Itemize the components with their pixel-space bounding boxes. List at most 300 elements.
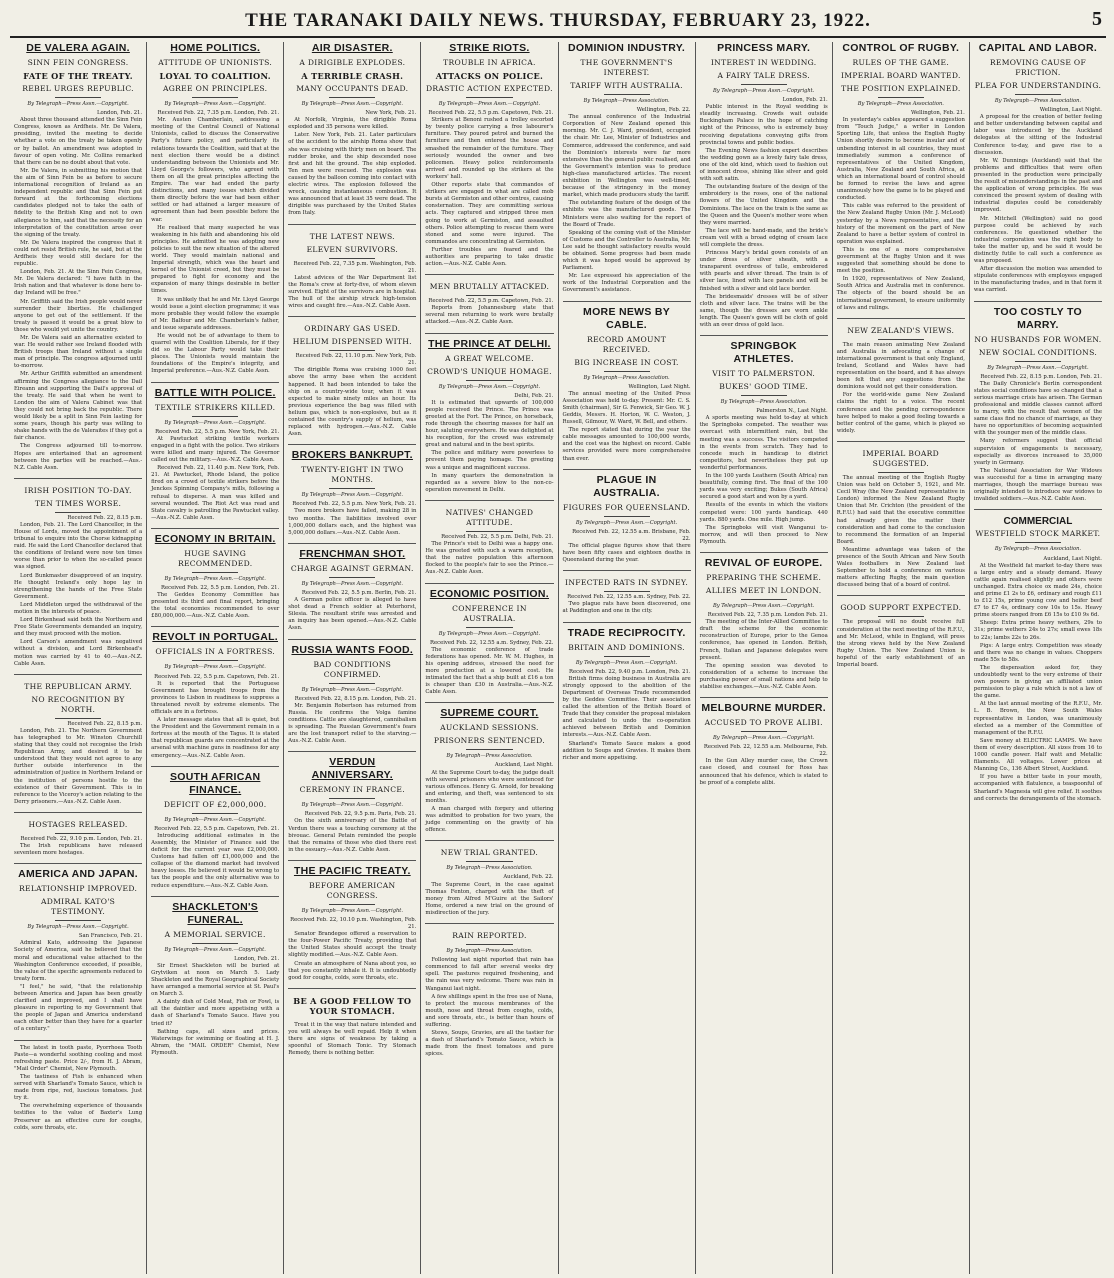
paragraph: Later. New York, Feb. 21. Later particulars of the accident to the airship Roma show that she was cruising with thirty men on board. The rudder broke, and the ship descended nose first and hit the ground. The ship exploded. Ten men were rescued. The explosion was caused by the balloon coming into contact with electric wires. The explosion followed the wreck, causing instantaneous combustion. It was announced that at least 35 were dead. The dirigible was purchased by the United States from Italy. [288,132,417,217]
subheading: BUKES' GOOD TIME. [719,382,809,392]
byline: By Telegraph—Press Association. [720,399,807,406]
subheading: NEW TRIAL GRANTED. [440,848,539,858]
byline: By Telegraph—Press Association. [446,948,533,955]
subheading: RELATIONSHIP IMPROVED. [18,884,138,894]
dateline: Delhi, Feb. 21. [514,392,554,399]
article [563,622,691,762]
section-heading: COMMERCIAL [1003,516,1073,528]
subheading: THE REPUBLICAN ARMY. [24,681,132,691]
dateline: Received Feb. 22, 8.15 p.m. [67,514,143,521]
paragraph: Latest advices of the War Department list the Roma's crew at forty-five, of whom eleven survived. Eight of the survivors are in hospital. The hull of the airship struck high-tension wires and caught fire.—Aus.-N.Z. Cable Assn. [288,274,417,310]
article-body [974,381,1102,504]
divider-rule [329,683,375,684]
divider-rule [466,97,512,98]
paragraph: Sharland's Tomato Sauce makes a good addition to Soups and Gravies. It makes them richer and more appetising. [562,740,691,761]
paragraph: Further troubles are feared and the authorities are preparing to take drastic action.—Aus.-N.Z. Cable Assn. [425,246,554,268]
article-body [14,522,142,668]
subheading: GOOD SUPPORT EXPECTED. [840,603,962,613]
headline: ECONOMIC POSITION. [429,587,550,600]
article [425,500,553,577]
paragraph: At the last annual meeting of the R.F.U., Mr. L. B. Brown, the New South Wales representative in London, was unanimously elected as a member of the Committee of management of the R.F.U. [973,701,1102,736]
article-body [700,619,828,691]
paragraph: The dispensation asked for, they undoubtedly went to the very extreme of their own powers in giving an affiliated union permission to play a rule which is not a law of the game. [973,664,1102,700]
article-body [563,114,691,294]
paragraph: It is reported that the Portuguese Government has brought troops from the provinces to Lisbon in readiness to suppress a threatened revolt by extreme elements. The officials are in a fortress. [151,680,280,715]
article-body [700,104,828,329]
paragraph: Princess Mary's bridal gown consists of an under dress of silver sheath, with a transparent overdress of tulle, embroidered with pearls and silver thread. The train is of silver lace, lined with lace panels and will be finished with a silver and old lace border. [699,250,828,292]
dateline: Received Feb. 22, 8.15 p.m. London, Feb. 21. [980,373,1102,380]
byline: By Telegraph—Press Assn.—Copyright. [713,88,815,94]
paragraph: The opening session was devoted to consideration of a scheme to increase the purchasing power of small nations and help to stabilise exchanges.—Aus.-N.Z. Cable Assn. [699,662,828,690]
article-body [288,275,416,310]
divider-rule [741,395,787,396]
paragraph: The police and military were powerless to prevent them paying homage. The greeting was a unique and magnificent success. [425,450,554,471]
headline: PLAGUE IN AUSTRALIA. [593,473,660,499]
divider-rule [466,380,512,381]
subheading: BRITAIN AND DOMINIONS. [568,642,685,652]
paragraph: This cable was referred to the president of the New Zealand Rugby Union (Mr. J. McLeod) yesterday by a News representative, and the history of the movement on the part of New Zealand to have a better system of control in operation was explained. [836,203,965,245]
dateline: Received Feb. 22, 12.55 a.m. Sydney, Feb. 22. [429,639,554,646]
byline: By Telegraph—Press Assn.—Copyright. [987,364,1089,371]
divider-rule [466,944,512,945]
article [837,595,965,669]
subheading: A GREAT WELCOME. [445,353,534,363]
subheading: WESTFIELD STOCK MARKET. [975,529,1101,539]
headline: RUSSIA WANTS FOOD. [291,643,414,656]
subheading: PREPARING THE SCHEME. [706,572,822,582]
paragraph: "I feel," he said, "that the relationship between America and Japan has been greatly clarified and improved, and I shall have pleasure in reporting to my Government that the people of Japan and America understand each other better than they have for a quarter of a century." [14,983,143,1033]
dateline: Received Feb. 22, 8.15 p.m. [67,720,143,727]
subheading: BIG INCREASE IN COST. [574,357,679,367]
paragraph: Mr. Austen Chamberlain, addressing a meeting of the Central Council of National Unionists, called to discuss the Conservative Party's future policy, and particularly its relations towards the Coalition, said that at the next election there would be a distinct understanding between the Unionists and Mr. Lloyd George's followers, who agreed with them on all the great principles affecting the Empire. The war had ended the party distinctions, and many issues which divided them directly before the war had been either settled or had attained a larger measure of agreement than had been possible before the war. [151,117,280,223]
dateline: Received Feb. 22, 9.5 p.m. Paris, Feb. 21. [304,811,417,818]
subheading: A FAIRY TALE DRESS. [717,71,810,80]
paragraph: The latest in tooth paste, Pyorrhoea Tooth Paste—a wonderful soothing cooling and most refreshing paste. Price 2/-, from H. J. Abram, "Mail Order" Chemist, New Plymouth. [14,1044,143,1072]
article-body [14,940,142,1033]
paragraph: Create an atmosphere of Nana about you, so that you constantly inhale it. It is undoubtedly good for coughs, colds, sore throats, etc. [288,960,417,981]
article [425,923,553,1058]
subheading: TARIFF WITH AUSTRALIA. [570,81,683,90]
subheading: FATE OF THE TREATY. [23,71,133,81]
article [14,863,142,1033]
paragraph: London, Feb. 21. The Northern Government has telegraphed to Mr. Winston Churchill stating that they could not recognise the Irish Republican Army, and desired it to be understood that they would not agree to any further outside interference in the administration of justice in Northern Ireland or the institution of persons hostile to the existence of their Government. This is in reference to the Viceroy's action relating to the Derry prisoners.—Aus.-N.Z. Cable Assn. [14,727,143,805]
subheading: ADMIRAL KATO'S TESTIMONY. [40,897,116,917]
subheading: A TERRIBLE CRASH. [301,71,404,81]
paragraph: Admiral Kato, addressing the Japanese Society of America, said he believed that the moral and educational value attached to the Washington Conference exceeded, if possible, the value of the specific agreements reduced to treaty form. [14,940,143,982]
article [151,42,279,376]
byline: By Telegraph—Press Assn.—Copyright. [301,101,403,107]
subheading: MANY OCCUPANTS DEAD. [296,84,409,93]
article [151,528,279,621]
paragraph: The annual meeting of the United Press Association was held to-day. Present: Mr. C. S. Smith (chairman), Sir G. Fenwick, Sir Geo. W. J. Geddis, Messrs. H. Horton, W. C. Weston, J. Russell, Gilmour, W. Ward, W. Bell, and others. [562,390,691,426]
paragraph: A German police officer is alleged to have shot dead a French soldier at Peterhorst, Silesia. The resultant strife was arrested and an inquiry has been opened.—Aus.-N.Z. Cable Assn. [288,597,417,632]
column-3 [284,42,421,1274]
byline: By Telegraph—Press Assn.—Copyright. [27,924,129,931]
article [563,469,691,565]
dateline: Received Feb. 22, 5.5 p.m. London, Feb. 21. [160,584,280,591]
headline: SUPREME COURT. [440,707,539,720]
subheading: CROWD'S UNIQUE HOMAGE. [427,366,552,376]
headline: BROKERS BANKRUPT. [291,449,413,462]
subheading: IMPERIAL BOARD SUGGESTED. [862,448,940,468]
article-body [837,475,965,590]
article [288,639,416,746]
paragraph: A dainty dish of Cold Meat, Fish or Fowl, is all the daintier and more appetising with a dash of Sharland's Tomato Sauce. Have you tried it? [151,999,280,1027]
dateline: Received Feb. 22, 9.40 p.m. London, Feb. 21. [568,668,691,675]
article-body [425,541,553,576]
byline: By Telegraph—Press Assn.—Copyright. [164,419,266,426]
paragraph: Stews, Soups, Gravies, are all the tastier for a dash of Sharland's Tomato Sauce, which is made from the finest tomatoes and pure spices. [425,1030,554,1058]
subheading: HOSTAGES RELEASED. [28,819,128,829]
article [14,674,142,806]
subheading: SINN FEIN CONGRESS. [27,58,129,67]
paragraph: The Congress adjourned till to-morrow. Hopes are entertained that an agreement between the parties will be reached.—Aus.-N.Z. Cable Assn. [14,443,143,471]
masthead-title: THE TARANAKI DAILY NEWS. THURSDAY, FEBRUARY 23, 1922. [245,10,871,31]
dateline: Wellington, Feb. 21. [911,110,965,117]
divider-rule [1015,361,1061,362]
byline: By Telegraph—Press Assn.—Copyright. [438,383,541,390]
divider-rule [466,627,512,628]
byline: By Telegraph—Press Assn.—Copyright. [438,101,541,107]
subheading: INFECTED RATS IN SYDNEY. [565,578,689,588]
dateline: Received Feb. 22, 11.10 p.m. New York, Feb. 21. [295,353,417,367]
paragraph: Pigs: A large entry. Competition was steady and there was no change in values. Choppers made 55s to 58s. [973,642,1102,663]
headline: BATTLE WITH POLICE. [154,386,276,399]
paragraph: The meeting of the Inter-Allied Committee to draft the scheme for the economic reconstruction of Europe, prior to the Genoa conference, has opened in London. British, French, Italian and Japanese delegates were present. [699,619,828,661]
paragraph: The main reason animating New Zealand and Australia in advocating a change of international government is that only England, Ireland, Scotland and Wales have had representation on the board, and it has always been felt that any suggestions from the dominions would not get their consideration. [836,341,965,391]
subheading: IMPERIAL BOARD WANTED. [840,71,961,80]
paragraph: Sir Ernest Shackleton will be buried at Grytviken at noon on March 5. Lady Shackleton and the Royal Geographical Society have arranged a memorial service at St. Paul's on March 3. [151,962,280,998]
subheading: A MEMORIAL SERVICE. [164,929,266,939]
dateline: Received Feb. 22, 12.55 a.m. Melbourne, Feb. 22. [703,744,828,758]
divider-rule [192,660,238,661]
subheading: INTEREST IN WEDDING. [710,58,817,67]
divider-rule [604,656,650,657]
paragraph: London, Feb. 21. At the Sinn Fein Congress, Mr. De Valera declared: "I have faith in the Irish nation and that whatever is done here to-day Ireland will be free." [14,269,143,297]
dateline: New York, Feb. 21. [365,110,417,117]
paragraph: Many reformers suggest that official supervision of engagements is necessary, especially as divorces increased to 35,000 yearly in Germany. [973,438,1102,466]
article [151,896,279,1057]
dateline: London, Feb. 21. [96,110,143,117]
subheading: REBEL URGES REPUBLIC. [22,84,134,93]
byline: By Telegraph—Press Assn.—Copyright. [301,492,403,499]
dateline: Received Feb. 22, 5.5 p.m. Capetown, Feb. 21. [428,110,554,117]
article-body [425,882,553,917]
article-body [288,1022,416,1057]
divider-rule [1015,94,1061,95]
headline: MORE NEWS BY CABLE. [583,305,671,331]
divider-rule [878,339,924,340]
paragraph: The proposal will no doubt receive full consideration at the next meeting of the R.F.U., and Mr. McLeod, while in England, will press the strong views held by the New Zealand Rugby Union. The New Zealand Union is hopeful of the early establishment of an Imperial board. [836,619,965,668]
byline: By Telegraph—Press Assn.—Copyright. [164,101,266,107]
article-body [425,400,553,494]
subheading: CHARGE AGAINST GERMAN. [290,563,414,573]
paragraph: Results of the events in which the visitors competed were: 100 yards handicap. 440 yards. 880 yards. One mile. High jump. [699,502,828,523]
paragraph: The annual meeting of the English Rugby Union was held on October 5, 1921, and Mr. Cecil Wray (the New Zealand representative in London) informed the New Zealand Rugby Union that Mr. Crichton (the president of the R.F.U.) had said that the executive committee had already given the matter their consideration and had come to the conclusion to recommend the formation of an Imperial Board. [836,474,965,545]
headline: SPRINGBOK ATHLETES. [730,340,797,366]
subheading: VISIT TO PALMERSTON. [712,369,816,379]
headline: MELBOURNE MURDER. [701,702,827,715]
divider-rule [329,488,375,489]
paragraph: Mr. Lee expressed his appreciation of the work of the Industrial Corporation and the Government's assistance. [562,273,691,294]
article-body [425,117,553,268]
divider-rule [192,572,238,573]
masthead [10,6,1106,38]
subheading: PRISONERS SENTENCED. [433,736,545,746]
dateline: Received Feb. 22, 7.35 p.m. London Feb. 21. [707,612,828,619]
subheading: BE A GOOD FELLOW TO YOUR STOMACH. [293,995,412,1016]
article [14,478,142,668]
divider-rule [466,861,512,862]
paragraph: The Irish republicans have released seventeen more hostages. [14,842,143,857]
article-body [151,833,279,890]
article-body [425,305,553,326]
article-body [288,931,416,982]
headline: CONTROL OF RUGBY. [842,42,960,54]
paragraph: The outstanding feature of the design of the exhibits was the manufactured goods. The Ministers were also waiting for the report of the Board of Trade. [562,200,691,228]
dateline: Wellington, Feb. 22. [636,107,691,114]
paragraph: The official plague figures show that there have been fifty cases and eighteen deaths in Queensland during the year. [562,542,691,564]
divider-rule [192,416,238,417]
article-body [14,843,142,857]
article [425,702,553,834]
article-body [563,543,691,564]
dateline: Received Feb. 22, 12.55 a.m. Brisbane, Feb. 22. [572,528,691,542]
article-body [151,436,279,522]
subheading: OFFICIALS IN A FORTRESS. [155,647,276,657]
headline: AMERICA AND JAPAN. [18,868,139,881]
byline: By Telegraph—Press Assn.—Copyright. [575,659,678,666]
paragraph: Following last night reported that rain has commenced to fall after several weeks dry spell. The pastures required freshening, and the rain was very welcome. There was rain in Wanganui last night. [425,957,554,992]
divider-rule [329,350,375,351]
paragraph: Introducing additional estimates in the Assembly, the Minister of Finance said the deficit for the current year was £2,000,000. Customs had fallen off £1,000,000 and the collapse of the diamond market had involved heavy losses. He believed it would be wrong to tax the people and the only alternative was to reduce expenditure.—Aus.-N.Z. Cable Assn. [151,832,280,889]
byline: By Telegraph—Press Assn.—Copyright. [164,946,266,953]
paragraph: Reports from Johannesburg state that several men returning to work were brutally attacked.—Aus.-N.Z. Cable Assn. [425,305,554,326]
article [151,626,279,759]
paragraph: The Supreme Court, in the case against Thomas Fenton, charged with the theft of money from Alfred M'Guire at the Sailors' Home, ordered a new trial on the ground of misdirection of the jury. [425,881,554,916]
byline: By Telegraph—Press Assn.—Copyright. [301,802,403,809]
article [288,316,416,438]
paragraph: The economic conference of trade federations has opened. Mr. W. M. Hughes, in his opening address, stressed the need for more production at a lowered cost. He intimated the fact that a ship built at £16 a ton is cheaper than £30 in Australia.—Aus.-N.Z. Cable Assn. [425,646,554,696]
paragraph: Other reports state that commandos of strikers are engaged in what are called mob bursts at Germiston and other centres, causing consternation. They are committing serious acts. They captured and stripped three men going to work at Germiston, and assaulted others. Police attempting to rescue them were stoned and some were injured. The commandos are concentrating at Germiston. [425,182,554,245]
divider-rule [192,943,238,944]
subheading: PLEA FOR UNDERSTANDING. [974,81,1102,90]
article-body [563,391,691,463]
paragraph: The Springboks will visit Wanganui to-morrow, and will then proceed to New Plymouth. [699,524,828,545]
divider-rule [329,577,375,578]
article-body [700,415,828,546]
column-2 [147,42,284,1274]
article [837,42,965,312]
article-body [151,592,279,620]
divider-rule [878,616,924,617]
article-body [837,117,965,312]
subheading: DEFICIT OF £2,000,000. [163,799,267,809]
subheading: ALLIES MEET IN LONDON. [705,585,822,595]
paragraph: After discussion the motion was amended to stipulate conferences with employees engaged in the manufacturing trades, and in that form it was carried. [973,266,1102,294]
paragraph: Meantime advantage was taken of the presence of the South African and New South Wales footballers in New Zealand last September to hold a conference on various matters affecting Rugby, the main question discussed being that of a board of control. [836,546,965,589]
byline: By Telegraph—Press Assn.—Copyright. [164,575,266,582]
subheading: CONFERENCE IN AUSTRALIA. [452,603,527,623]
article [974,509,1102,802]
article [974,42,1102,295]
paragraph: Bathing caps, all sizes and prices. Waterwings for swimming or floating at H. J. Abram, the "MAIL ORDER" Chemist, New Plymouth. [151,1028,280,1056]
paragraph: Two more brokers have failed, making 28 in two months. The liabilities involved over 1,000,000 dollars each, and the highest was 5,000,000 dollars.—Aus.-N.Z. Cable Assn. [288,508,417,536]
subheading: BAD CONDITIONS CONFIRMED. [313,659,392,679]
article-body [151,963,279,1057]
paragraph: Treat it in the way that nature intended and you will always be well repaid. Help it when there are signs of weakness by taking a spoonful of Stomach Tonic. Try Stomach Remedy, there is nothing better. [288,1021,417,1057]
paragraph: At the Westfield fat market to-day there was a large entry and a steady demand. Heavy cattle again realised slightly and others were unchanged. Extra choice ox made 24s, choice and prime £1 2s to £6, ordinary and rough £11 to £12 15s, prime young cow and heifer beef £7 to £7 4s, ordinary cow 10s to 15s. Heavy prime steers ranged from £6 15s to £10 9s 6d. [973,562,1102,619]
article [425,42,553,268]
paragraph: He would not be of advantage to them to quarrel with the Coalition Liberals, for if they did so the Labour Party would take their places. The Unionists would maintain the foundations of the Empire's integrity, and Imperial preference.—Aus.-N.Z. Cable Assn. [151,333,280,375]
divider-rule [329,97,375,98]
paragraph: The tastiness of Fish is enhanced when served with Sharland's Tomato Sauce, which is made from ripe, red, luscious tomatoes. Just try it. [14,1073,143,1102]
article [563,301,691,463]
article [14,812,142,857]
column-8 [970,42,1106,1274]
article [288,988,416,1057]
byline: By Telegraph—Press Assn.—Copyright. [301,686,403,693]
headline: HOME POLITICS. [170,42,261,54]
subheading: HUGE SAVING RECOMMENDED. [177,548,253,568]
article-body [14,728,142,806]
divider-rule [878,97,924,98]
headline: DOMINION INDUSTRY. [568,42,686,54]
divider-rule [1015,542,1061,543]
paragraph: Lord Middleton urged the withdrawal of the motion in the interests of peace. [14,601,143,615]
article-body [288,703,416,746]
subheading: FIGURES FOR QUEENSLAND. [563,502,691,512]
article-body [563,676,691,762]
paragraph: Senator Brandegee offered a reservation to the four-Power Pacific Treaty, providing that the United States should accept the treaty slightly modified.—Aus.-N.Z. Cable Assn. [288,931,417,959]
paragraph: The overwhelming experience of thousands testifies to the value of Baxter's Lung Preserver as an effective cure for coughs, colds, sore throats, etc. [14,1103,143,1131]
headline: THE PRINCE AT DELHI. [428,337,551,350]
subheading: RAIN REPORTED. [452,931,527,941]
article [425,333,553,494]
paragraph: Strikers at Benoni rushed a trolley escorted by twenty police carrying a free labourer's furniture. They poured petrol and burned the furniture and then entered the house and smashed the remainder of the furniture. They seriously wounded the owner and two policemen. Heavy police reinforcements arrived and rounded up the strikers at the workers' hall. [425,117,554,180]
paragraph: Lord Bunkmaster disapproved of an inquiry. He thought Ireland's only hope lay in strengthening the hands of the Free State Government. [14,572,143,600]
paragraph: In the 100 yards Leathern (South Africa) ran beautifully, coming first. The final of the 100 yards was very exciting; Bukes (South Africa) secured a good start and won by a yard. [699,473,828,501]
paragraph: Public interest in the Royal wedding is steadily increasing. Crowds wait outside Buckingham Palace in the hope of catching sight of the Princess, who is extremely busy receiving deputations conveying gifts from provincial towns and public bodies. [699,104,828,146]
paragraph: The dirigible Roma was cruising 1000 feet above the army base when the accident happened. It had been intended to take the ship on a country-wide tour, when it was expected to make ninety miles an hour. Its previous experience the bag was filled with helium gas, which is non-explosive, but as it contained the country's supply of helium, was replaced with hydrogen.—Aus.-N.Z. Cable Assn. [288,367,417,438]
divider-rule [878,472,924,473]
subheading: AUCKLAND SESSIONS. [440,723,539,733]
dateline: Auckland, Last Night. [494,762,554,769]
paragraph: A man charged with forgery and uttering was admitted to probation for two years, the judge commenting on the gravity of his offence. [425,806,554,834]
byline: By Telegraph—Press Assn.—Copyright. [27,101,129,107]
paragraph: Mr. Mitchell (Wellington) said no good purpose could be achieved by such conferences. He questioned whether the industrial corporation was the right body to take the matter up, and he said it would be distinctly futile to call such a conference as was proposed. [973,215,1102,265]
article-body [425,770,553,835]
dateline: London, Feb. 21. [782,97,828,104]
subheading: REMOVING CAUSE OF FRICTION. [989,58,1087,77]
dateline: Received Feb. 22, 5.5 p.m. New York, Feb. 21. [292,501,417,508]
article-body [563,601,691,615]
paragraph: The Geddes Economy Committee has presented its third and final report, bringing the total economies recommended to over £80,000,000.—Aus.-N.Z. Cable Assn. [151,592,280,620]
article [974,301,1102,504]
byline: By Telegraph—Press Association. [583,374,670,381]
article-body [837,619,965,669]
paragraph: Mr. De Valera, in submitting his motion that the aim of Sinn Fein be as before to secure international recognition of Ireland as an independent republic and that Sinn Fein put forward at the forthcoming elections candidates pledged not to take the oath of fidelity to the British King and not to own allegiance to him, said that the necessity for an interpretation of the constitution arose over the signing of the treaty. [14,167,143,238]
paragraph: The National Association for War Widows was successful for a time in arranging many marriages, though the marriage bureau was originally intended to introduce war widows to invalided soldiers.—Aus.-N.Z. Cable Assn. [973,467,1102,503]
dateline: Received Feb. 22, 5.5 p.m. New York, Feb. 21. [155,428,280,435]
headline: AIR DISASTER. [311,42,393,54]
subheading: TEN TIMES WORSE. [34,498,122,508]
subheading: ACCUSED TO PROVE ALIBI. [704,718,823,728]
paragraph: Mr. Griffith said the Irish people would never surrender their liberties. He challenged anyone to get out of the settlement. If the treaty is passed it would be a great blow to those who would yet unite the country. [14,298,143,333]
divider-rule [604,371,650,372]
divider-rule [55,718,101,719]
headline: PRINCESS MARY. [717,42,811,54]
subheading: ORDINARY GAS USED. [304,324,401,334]
dateline: Received Feb. 22, 10.10 p.m. Washington, Feb. 21. [290,917,417,931]
article-body [288,117,416,217]
dateline: Received Feb. 22, 8.15 p.m. London, Feb. 21. [294,695,417,702]
headline: DE VALERA AGAIN. [26,42,130,54]
headline: VERDUN ANNIVERSARY. [311,756,394,782]
subheading: NATIVES' CHANGED ATTITUDE. [445,507,534,527]
article-body [151,117,279,375]
byline: By Telegraph—Press Assn.—Copyright. [713,602,815,609]
subheading: BEFORE AMERICAN CONGRESS. [309,880,396,900]
subheading: NEW ZEALAND'S VIEWS. [847,325,955,335]
paragraph: Received Feb. 22, 11.40 p.m. New York, Feb. 21. At Pawtucket, Rhode Island, the police fired on a crowd of textile strikers before the Jenckes Spinning Company's mills, following a refusal to disperse. A man was killed and several wounded. The Riot Act was read and State cavalry is patrolling the Pawtucket valley.—Aus.-N.Z. Cable Assn. [151,465,280,521]
column-7 [833,42,970,1274]
column-6 [696,42,833,1274]
paragraph: At Pawtucket striking textile workers engaged in a fight with the police. Two strikers were killed and many injured. The Governor called out the military.—Aus.-N.Z. Cable Assn. [151,435,280,464]
subheading: RULES OF THE GAME. [852,58,950,67]
paragraph: Mr. Benjamin Robertson has returned from Russia. He confirms the Volga famine conditions. Cattle are slaughtered, cannibalism is spreading. The Russian Government's fears are the lost transport relief to the starving.—Aus.-N.Z. Cable Assn. [288,702,417,745]
article [151,382,279,522]
divider-rule [55,920,101,921]
subheading: MEN BRUTALLY ATTACKED. [429,282,550,292]
subheading: ATTACKS ON POLICE. [435,71,544,81]
article-body [700,758,828,786]
divider-rule [604,94,650,95]
subheading: ELEVEN SURVIVORS. [306,244,399,254]
article [700,335,828,546]
article [288,224,416,311]
paragraph: At Norfolk, Virginia, the dirigible Roma exploded and 35 persons were killed. [288,117,417,131]
divider-rule [192,97,238,98]
paragraph: The Evening News fashion expert describes the wedding gown as a lovely fairy tale dress, one of the old kind, which used to fashion out of innocent dress, shining like silver and gold with soft satin. [699,147,828,183]
subheading: THE LATEST NEWS. [309,231,395,241]
subheading: NEW SOCIAL CONDITIONS. [978,347,1098,357]
dateline: Received Feb. 22, 5.5 p.m. Capetown, Feb. 21. [428,298,554,305]
divider-rule [329,798,375,799]
headline: FRENCHMAN SHOT. [299,547,406,560]
paragraph: The Daily Chronicle's Berlin correspondent states social conditions have so changed that a serious marriage crisis has arisen. The German professional and middle classes cannot afford to marry, with the result that women of the same class find no chance of marriage, as they have no opportunities of becoming acquainted with the younger men of the middle class. [973,380,1102,437]
divider-rule [55,512,101,513]
article [288,543,416,633]
subheading: IRISH POSITION TO-DAY. [24,485,132,495]
dateline: Received Feb. 22, 9.10 p.m. London, Feb. 21. [20,835,143,842]
dateline: Received Feb. 22, 5.5 p.m. Berlin, Feb. 21. [301,589,417,596]
divider-rule [329,1019,375,1020]
divider-rule [55,97,101,98]
paragraph: Speaking of the coming visit of the Minister of Customs and the Controller to Australia, Mr. Lee said he thought satisfactory results would be obtained. Some progress had been made which it was hoped would be approved by Parliament. [562,229,691,272]
columns-container [10,42,1106,1274]
headline: SOUTH AFRICAN FINANCE. [169,770,261,796]
article [700,42,828,329]
paragraph: Lord Carson's amendment was negatived without a division, and Lord Birkenhead's motion was carried by 41 to 40.—Aus.-N.Z. Cable Assn. [14,639,143,667]
article-body [425,957,553,1058]
dateline: Received Feb. 22, 5.5 p.m. Capetown, Feb. 21. [154,825,280,832]
dateline: Received Feb. 22, 7.35 p.m. Washington, Feb. 21. [293,260,417,274]
divider-rule [741,84,787,85]
dateline: London, Feb. 21. [234,955,280,962]
article-body [288,597,416,632]
dateline: Wellington, Last Night. [1039,107,1102,114]
